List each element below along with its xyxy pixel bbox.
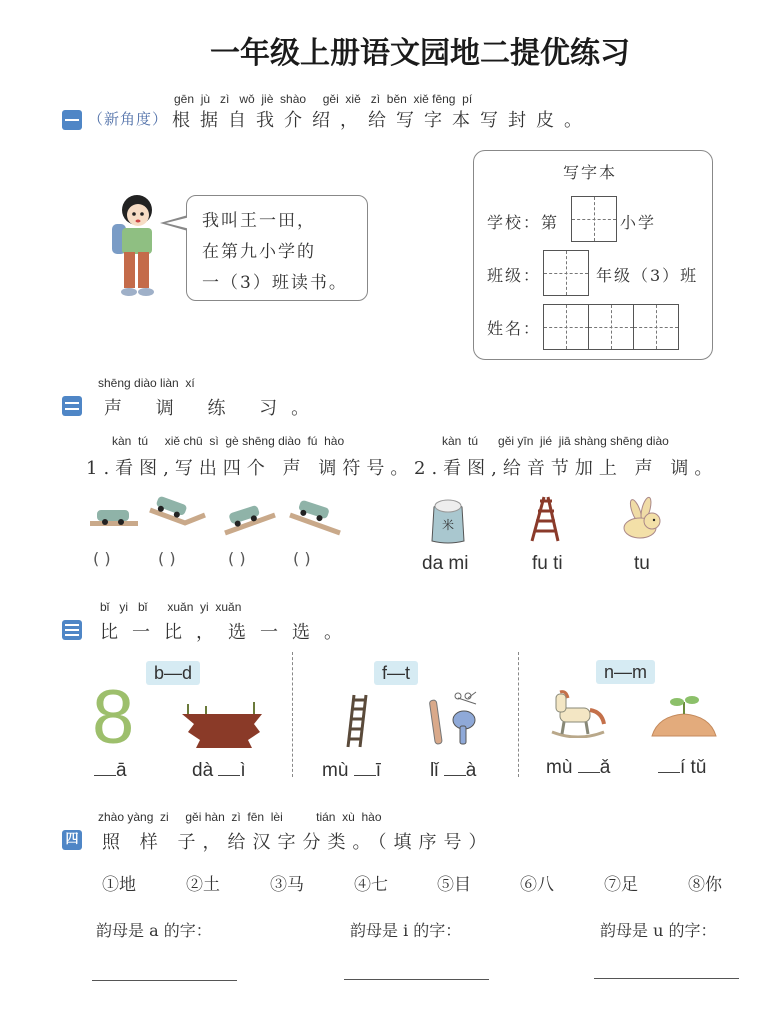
group-divider-1: [292, 652, 293, 777]
blank-2[interactable]: [218, 762, 240, 776]
category-i-answer-line[interactable]: [344, 979, 489, 980]
comb-scissors-dryer-icon: [428, 690, 480, 748]
name-writing-box-3[interactable]: [633, 304, 679, 350]
char-option-7: ⑦足: [604, 875, 638, 895]
step-ladder-icon: [522, 493, 568, 543]
q1-instruction: 1.看图,写出四个 声 调符号。: [86, 458, 415, 479]
section-3-pinyin: bǐ yi bǐ xuǎn yi xuǎn: [100, 600, 242, 614]
section-3-instruction: 比一比，选一选。: [100, 622, 356, 643]
tone-answer-4[interactable]: ( ): [293, 549, 311, 568]
q1-pinyin: kàn tú xiě chū sì gè shēng diào fú hào: [112, 434, 345, 448]
name-label: 姓名：: [487, 319, 542, 338]
school-suffix: 小学: [620, 213, 657, 232]
pair-tag-n-m: n—m: [596, 660, 655, 684]
section-4-pinyin: zhào yàng zi gěi hàn zì fēn lèi tián xù hào: [98, 810, 382, 824]
fill-suffix-2: ì: [240, 760, 246, 781]
tone-answer-3[interactable]: ( ): [228, 549, 246, 568]
fill-prefix-4: lǐ: [430, 760, 439, 781]
class-suffix: 年级（3）班: [596, 266, 699, 285]
q2-instruction: 2.看图,给音节加上 声 调。: [414, 458, 719, 479]
category-u-label: 韵母是 u 的字：: [600, 921, 717, 940]
name-writing-box-1[interactable]: [543, 304, 589, 350]
q2-word-2: fu ti: [532, 553, 563, 574]
number-eight-icon: 8: [92, 675, 135, 760]
notebook-title: 写字本: [563, 163, 618, 182]
section-2-number-icon: [62, 396, 82, 416]
sprout-soil-icon: [650, 694, 718, 740]
section-1-number-icon: [62, 110, 82, 130]
q2-word-1: da mi: [422, 553, 469, 574]
svg-text:米: 米: [442, 518, 455, 532]
category-u-answer-line[interactable]: [594, 978, 739, 979]
blank-1[interactable]: [94, 762, 116, 776]
pair-tag-f-t: f—t: [374, 661, 418, 685]
category-a-answer-line[interactable]: [92, 980, 237, 981]
tone-cars-illustration: [85, 495, 345, 540]
section-4-instruction: 照 样 子，给汉字分类。（填序号）: [102, 832, 494, 853]
blank-5[interactable]: [578, 759, 600, 773]
blank-3[interactable]: [354, 762, 376, 776]
char-option-4: ④七: [354, 875, 388, 895]
char-option-5: ⑤目: [437, 875, 471, 895]
pair-tag-b-d: b—d: [146, 661, 200, 685]
blank-6[interactable]: [658, 759, 680, 773]
rocking-horse-icon: [548, 690, 608, 738]
group-divider-2: [518, 652, 519, 777]
section-4-number-icon: 四: [62, 830, 82, 850]
char-option-6: ⑥八: [520, 875, 554, 895]
ladder-icon: [340, 693, 368, 749]
char-option-2: ②土: [186, 875, 220, 895]
char-option-1: ①地: [102, 875, 136, 895]
fill-suffix-6: í tǔ: [680, 757, 707, 778]
section-1-tag: （新角度）: [88, 110, 169, 128]
fill-prefix-2: dà: [192, 760, 214, 781]
tone-answer-1[interactable]: ( ): [93, 549, 111, 568]
rice-bag-icon: [428, 495, 468, 545]
fill-suffix-1: ā: [116, 760, 127, 781]
school-writing-box[interactable]: [571, 196, 617, 242]
section-2-instruction: 声 调 练 习。: [104, 398, 324, 419]
boy-with-backpack-icon: [110, 190, 162, 302]
q2-pinyin: kàn tú gěi yīn jié jiā shàng shēng diào: [442, 434, 669, 448]
fill-blank-4[interactable]: [430, 760, 476, 782]
section-1-instruction: 根据自我介绍，给写字本写封皮。: [172, 110, 592, 131]
school-label: 学校：第: [487, 213, 560, 232]
category-i-label: 韵母是 i 的字：: [350, 921, 462, 940]
fill-suffix-5: ǎ: [599, 757, 611, 778]
fill-blank-2[interactable]: [192, 760, 246, 782]
speech-line-1: 我叫王一田，: [202, 211, 316, 231]
earth-ground-icon: [178, 700, 266, 752]
tone-answer-2[interactable]: ( ): [158, 549, 176, 568]
section-2-pinyin: shēng diào liàn xí: [98, 376, 195, 390]
fill-prefix-3: mù: [322, 760, 349, 781]
char-option-8: ⑧你: [688, 875, 722, 895]
fill-blank-3[interactable]: [322, 760, 381, 782]
fill-suffix-3: ī: [375, 760, 381, 781]
section-3-number-icon: [62, 620, 82, 640]
blank-4[interactable]: [444, 762, 466, 776]
fill-blank-5[interactable]: [546, 757, 610, 779]
fill-suffix-4: à: [465, 760, 477, 781]
class-label: 班级：: [487, 266, 542, 285]
fill-blank-1[interactable]: [94, 760, 127, 782]
speech-line-2: 在第九小学的: [202, 242, 316, 262]
speech-bubble-tail-inner: [166, 217, 190, 229]
q2-word-3: tu: [634, 553, 650, 574]
grade-writing-box[interactable]: [543, 250, 589, 296]
rabbit-icon: [620, 495, 668, 540]
fill-prefix-5: mù: [546, 757, 573, 778]
speech-line-3: 一（3）班读书。: [202, 273, 348, 293]
category-a-label: 韵母是 a 的字：: [96, 921, 212, 940]
section-1-pinyin: gēn jù zì wǒ jiè shào gěi xiě zì běn xiě fēng pí: [174, 92, 473, 106]
page-title: 一年级上册语文园地二提优练习: [210, 36, 630, 71]
fill-blank-6[interactable]: [658, 757, 706, 779]
char-option-3: ③马: [270, 875, 304, 895]
name-writing-box-2[interactable]: [588, 304, 634, 350]
